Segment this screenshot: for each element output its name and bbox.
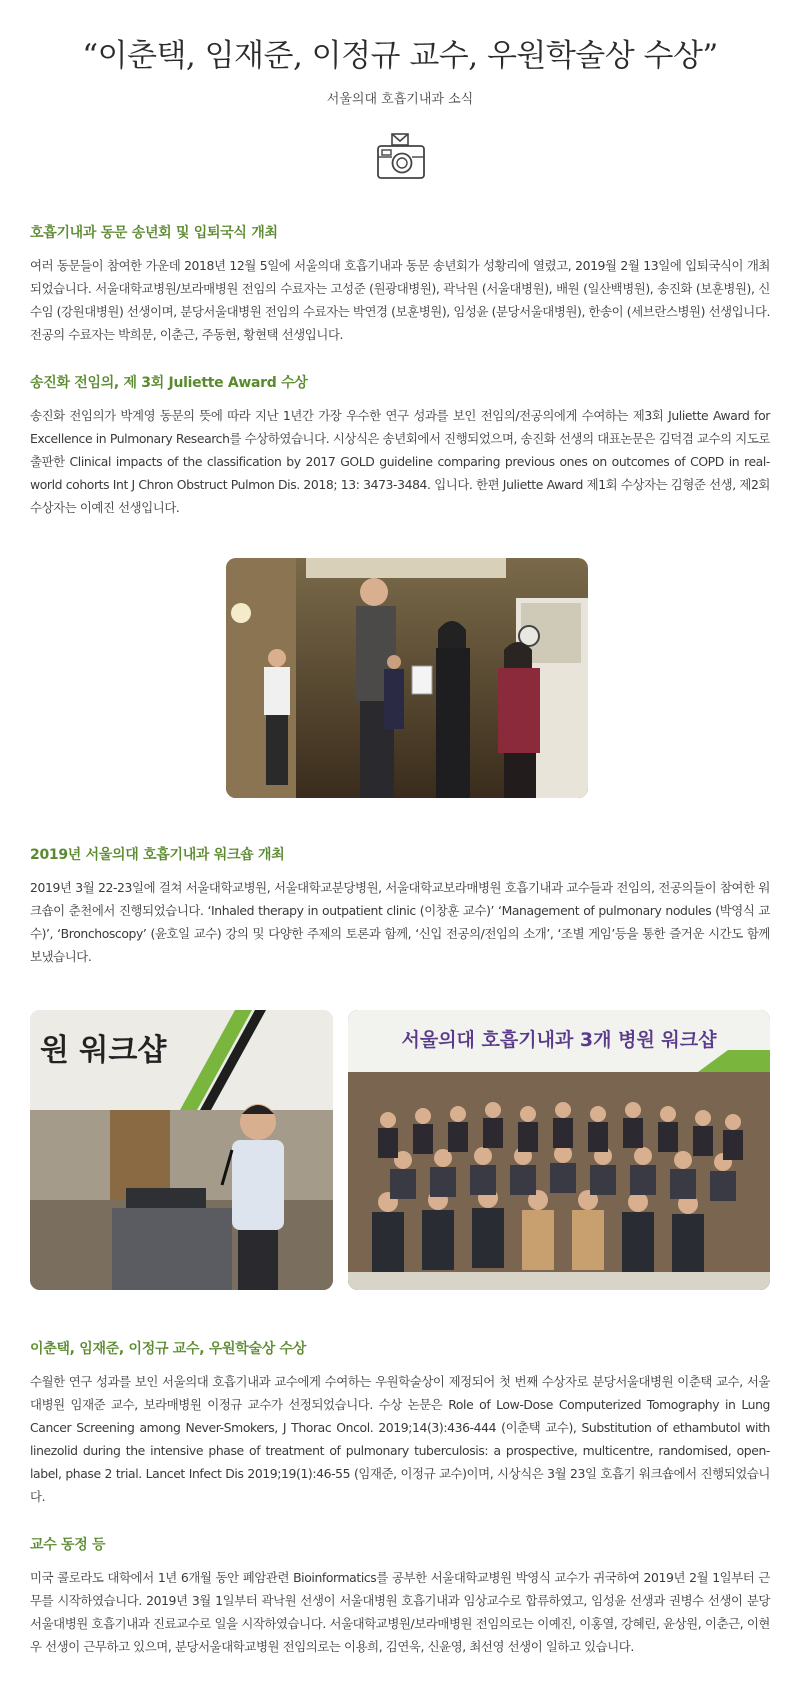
section-body: 2019년 3월 22-23일에 걸쳐 서울대학교병원, 서울대학교분당병원, 서울대학교보라매병원 호흡기내과 교수들과 전임의, 전공의들이 참여한 워크숍이 춘천에서 진행되었습니다. ‘Inhaled therapy in outpatient clinic (이창훈 교수)’ ‘Management of pulmonary nodules (박영식 교수)’, ‘Bronchoscopy’ (윤호일 교수) 강의 및 다양한 주제의 토론과 함께, ‘신입 전공의/전임의 소개’, ‘조별 게임’등을 통한 즐거운 시간도 함께 보냈습니다. bbox=[30, 880, 770, 964]
workshop-speaker-photo bbox=[30, 1010, 333, 1290]
section-body: 송진화 전임의가 박계영 동문의 뜻에 따라 지난 1년간 가장 우수한 연구 성과를 보인 전임의/전공의에게 수여하는 제3회 Juliette Award for Excellence in Pulmonary Research를 수상하였습니다. 시상식은 송년회에서 진행되었으며, 송진화 선생의 대표논문은 김덕겸 교수의 지도로 출판한 Clinical impacts of the classification by 2017 GOLD guideline comparing previous ones on outcomes of COPD in real-world cohorts Int J Chron Obstruct Pulmon Dis. 2018; 13: 3473-3484. 입니다. 한편 Juliette Award 제1회 수상자는 김형준 선생, 제2회 수상자는 이예진 선생입니다. bbox=[30, 408, 770, 515]
section-title: 이춘택, 임재준, 이정규 교수, 우원학술상 수상 bbox=[30, 1341, 306, 1357]
award-ceremony-photo bbox=[226, 558, 588, 798]
section-title: 교수 동정 등 bbox=[30, 1537, 106, 1553]
section-alumni-year-end bbox=[30, 222, 770, 346]
section-faculty-news bbox=[30, 1534, 770, 1658]
page-title: “이춘택, 임재준, 이정규 교수, 우원학술상 수상” bbox=[82, 38, 718, 74]
speaker-banner-text: 원 워크샵 bbox=[40, 1033, 167, 1068]
workshop-group-photo bbox=[348, 1010, 770, 1290]
section-title: 2019년 서울의대 호흡기내과 워크숍 개최 bbox=[30, 847, 285, 863]
section-workshop bbox=[30, 844, 770, 968]
section-title: 호흡기내과 동문 송년회 및 입퇴국식 개최 bbox=[30, 225, 278, 241]
section-wooweon-award bbox=[30, 1338, 770, 1508]
section-body: 여러 동문들이 참여한 가운데 2018년 12월 5일에 서울의대 호흡기내과 동문 송년회가 성황리에 열렸고, 2019월 2월 13일에 입퇴국식이 개최되었습니다. 서울대학교병원/보라매병원 전임의 수료자는 고성준 (원광대병원), 곽낙원 (서울대병원), 배원 (일산백병원), 송진화 (보훈병원), 신수임 (강원대병원) 선생이며, 분당서울대병원 전임의 수료자는 박연경 (보훈병원), 임성윤 (분당서울대병원), 한송이 (세브란스병원) 선생입니다. 전공의 수료자는 박희문, 이춘근, 주동현, 황현택 선생입니다. bbox=[30, 258, 770, 342]
page-subtitle: 서울의대 호흡기내과 소식 bbox=[326, 92, 474, 107]
section-juliette-award bbox=[30, 372, 770, 519]
camera-envelope-icon bbox=[376, 132, 426, 184]
section-body: 수월한 연구 성과를 보인 서울의대 호흡기내과 교수에게 수여하는 우원학술상이 제정되어 첫 번째 수상자로 분당서울대병원 이춘택 교수, 서울대병원 임재준 교수, 보라매병원 이정규 교수가 선정되었습니다. 수상 논문은 Role of Low-Dose Computerized Tomography in Lung Cancer Screening among Never-Smokers, J Thorac Oncol. 2019;14(3):436-444 (이춘택 교수), Substitution of ethambutol with linezolid during the intensive phase of treatment of pulmonary tuberculosis: a prospective, multicentre, randomised, open-label, phase 2 trial. Lancet Infect Dis 2019;19(1):46-55 (임재준, 이정규 교수)이며, 시상식은 3월 23일 호흡기 워크숍에서 진행되었습니다. bbox=[30, 1374, 770, 1504]
group-banner-text: 서울의대 호흡기내과 3개 병원 워크샵 bbox=[401, 1029, 717, 1051]
section-body: 미국 콜로라도 대학에서 1년 6개월 동안 폐암관련 Bioinformatics를 공부한 서울대학교병원 박영식 교수가 귀국하여 2019년 2월 1일부터 근무를 시작하였습니다. 2019년 3월 1일부터 곽낙원 선생이 서울대병원 호흡기내과 임상교수로 합류하였고, 임성윤 선생과 권병수 선생이 분당서울대병원 호흡기내과 진료교수로 일을 시작하였습니다. 서울대학교병원/보라매병원 전임의로는 이예진, 이홍열, 강혜린, 윤상원, 이춘근, 이현우 선생이 근무하고 있으며, 분당서울대학교병원 전임의로는 이용희, 김연욱, 신윤영, 최선영 선생이 일하고 있습니다. bbox=[30, 1570, 770, 1654]
section-title: 송진화 전임의, 제 3회 Juliette Award 수상 bbox=[30, 375, 308, 391]
